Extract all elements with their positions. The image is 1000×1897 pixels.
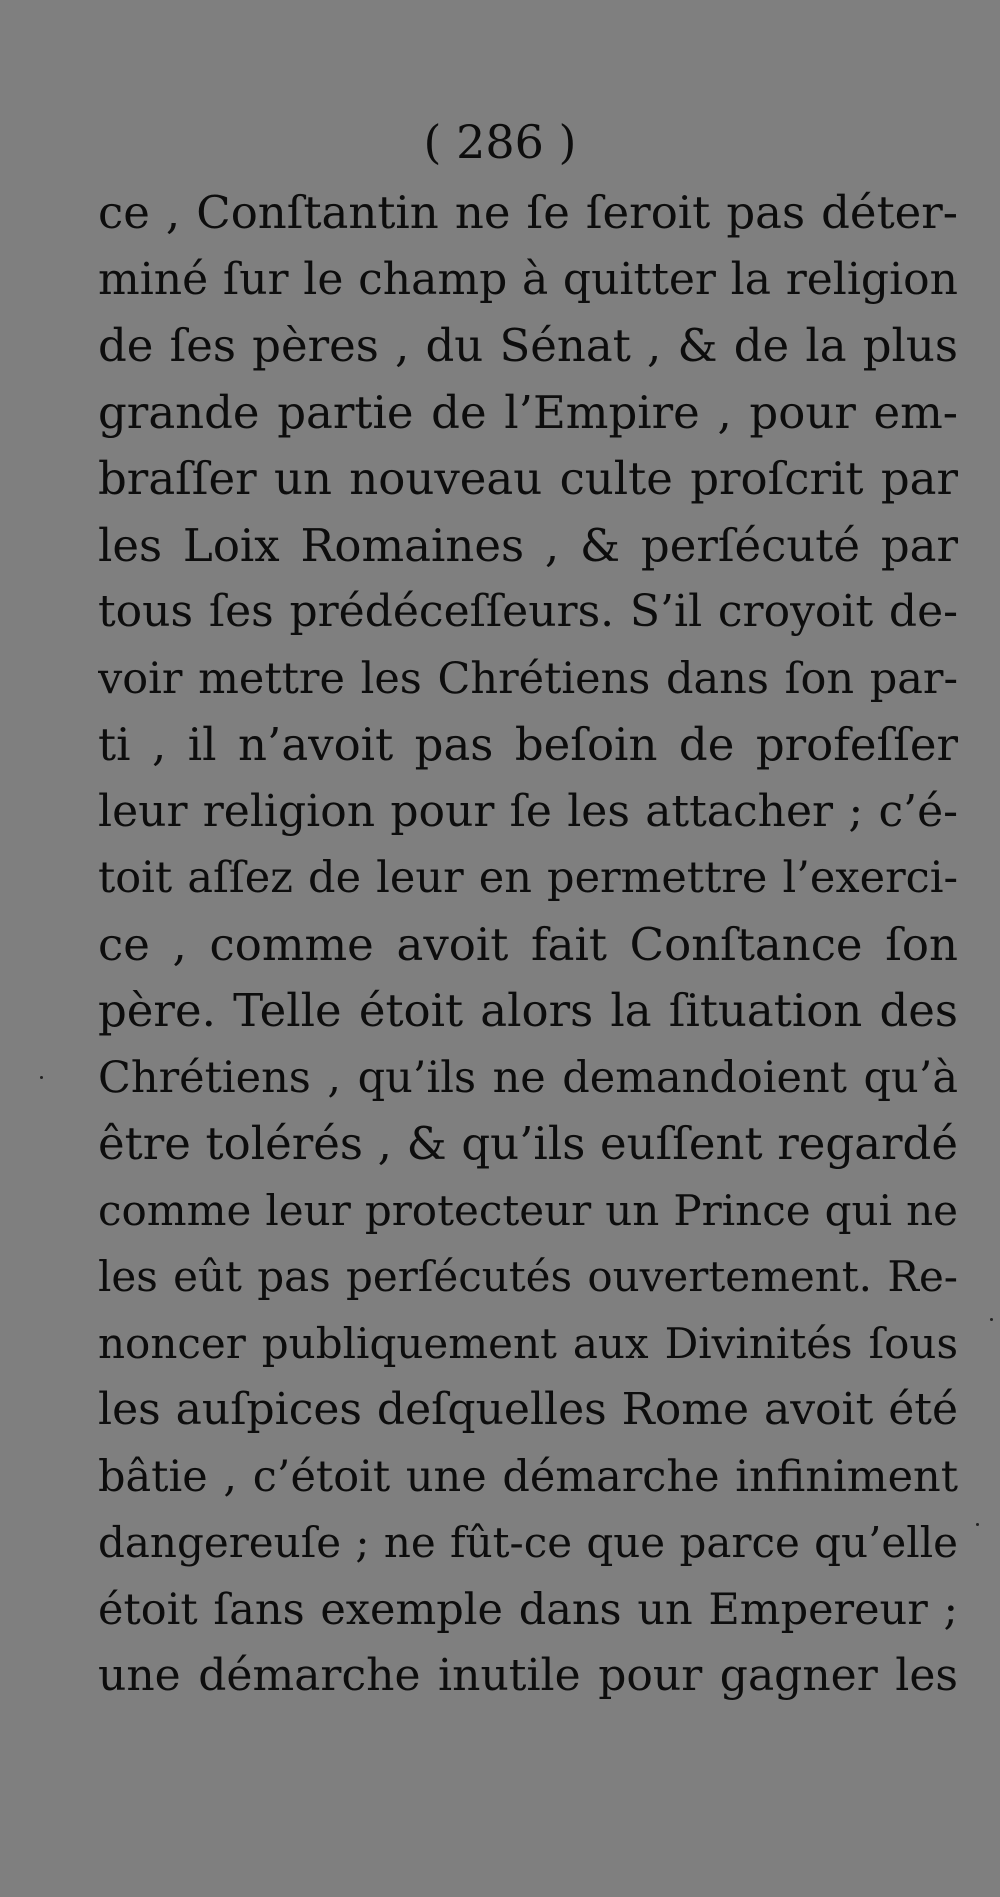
text-line: miné ſur le champ à quitter la religion <box>98 253 958 305</box>
text-line: comme leur protecteur un Prince qui ne <box>98 1185 958 1235</box>
scan-speck <box>990 1318 993 1321</box>
text-line: les eût pas perſécutés ouvertement. Re- <box>98 1252 958 1301</box>
text-line: ce , Conſtantin ne ſe ſeroit pas déter- <box>98 186 958 239</box>
text-line: Chrétiens , qu’ils ne demandoient qu’à <box>98 1052 958 1103</box>
text-line: leur religion pour ſe les attacher ; c’é- <box>98 785 958 837</box>
text-line: les Loix Romaines , & perſécuté par <box>98 518 958 572</box>
text-line: bâtie , c’étoit une démarche infiniment <box>98 1451 958 1502</box>
text-line: toit aſſez de leur en permettre l’exerci- <box>98 853 958 903</box>
text-line: être tolérés , & qu’ils euſſent regardé <box>98 1117 958 1170</box>
text-line: de ſes pères , du Sénat , & de la plus <box>98 319 958 372</box>
text-line: braſſer un nouveau culte proſcrit par <box>98 452 958 505</box>
text-line: étoit ſans exemple dans un Empereur ; <box>98 1584 958 1635</box>
scan-speck <box>40 1076 43 1079</box>
text-line: père. Telle étoit alors la ſituation des <box>98 984 958 1037</box>
text-line: noncer publiquement aux Divinités ſous <box>98 1318 958 1368</box>
text-line: ti , il n’avoit pas beſoin de profeſſer <box>98 718 958 771</box>
text-line: une démarche inutile pour gagner les <box>98 1650 958 1701</box>
scan-speck <box>976 1523 979 1526</box>
text-line: tous ſes prédéceſſeurs. S’il croyoit de- <box>98 586 958 637</box>
page-number: ( 286 ) <box>423 115 577 169</box>
text-line: dangereuſe ; ne fût-ce que parce qu’elle <box>98 1518 958 1567</box>
text-line: grande partie de l’Empire , pour em- <box>98 385 958 439</box>
text-line: voir mettre les Chrétiens dans ſon par- <box>98 653 958 704</box>
body-text <box>98 180 958 1710</box>
text-line: les auſpices deſquelles Rome avoit été <box>98 1384 958 1435</box>
text-line: ce , comme avoit fait Conſtance ſon <box>98 917 958 971</box>
